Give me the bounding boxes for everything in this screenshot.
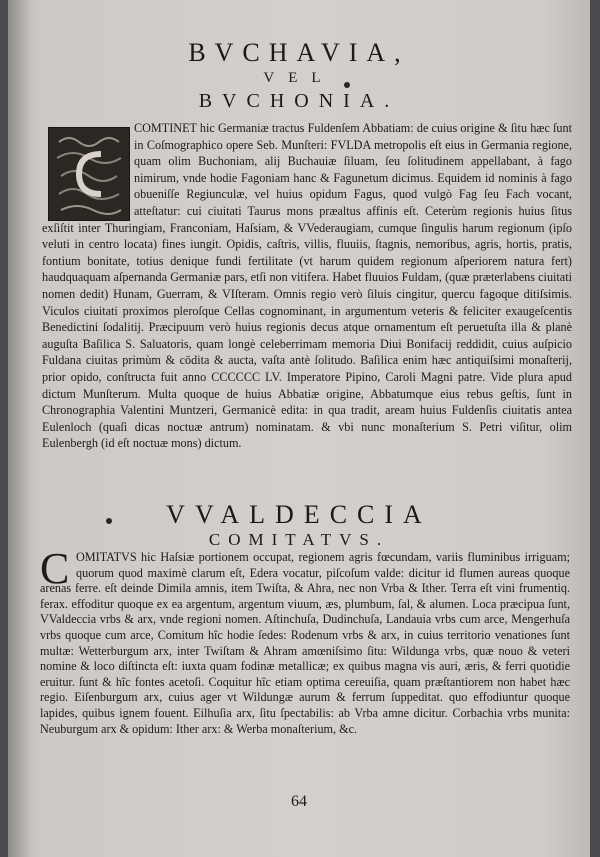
section1-title: BVCHAVIA, (188, 38, 410, 67)
section2-text: OMITATVS hic Haſsiæ portionem occupat, regionem agris fœcundam, variis fluminibus irriguam; quorum quod maximè clarum eſt, Edera vocatur, piſcoſum valde: dicitur id flumen aureas quoque arenas ferre. eſt deinde Dimila amnis, item Twiſta, & Ahra, nec non Vrba & Ither. Terra eſt vini frumentiq. ferax. effoditur quoque ex ea argentum, argentum viuum, æs, plumbum, ſal, & alumen. Loca præcipua ſunt, VValdeccia vrbs & arx, vnde regioni nomen. Aſtinchuſa, Dudinchuſa, Landauia vrbs cum arce, Mengerhuſa vrbs quoque cum arce, Comitum hîc hodie ſedes: Rodenum vrbs & arx, in cuius territorio venationes ſunt multæ: Wetterburgum arx, inter Twiſtam & Ahram amœniſsimo ſitu: Wildunga vrbs, quæ nouo & veteri nomine & loco diſtincta eſt: iuxta quam fodinæ metallicæ; ex quibus magna vis auri, æris, & ferri quotidie eruitur. ſunt & hîc fontes acetoſi. Coquitur hîc etiam optima cereuiſia, quam præſtantiorem non habet hæc regio. Eiſenburgum arx, cuius ager vt Wildungæ aurum & ferrum ſuppeditat. quo effodiuntur quoque lapides, quibus ignem fouent. Eilhuſia arx, ſitu ſpectabilis: ab Vrba amne dicitur. Corbachia vrbs munita: Neuburgum arx & opidum: Ither arx: & Werba monaſterium, &c. (40, 550, 570, 736)
page-spine-shadow (8, 0, 30, 857)
section1-body (42, 120, 572, 452)
ink-dot (344, 82, 350, 88)
section1-text: COMTINET hic Germaniæ tractus Fuldenſem Abbatiam: de cuius origine & ſitu hæc ſunt in Coſmographico opere Seb. Munſteri: FVLDA metropolis eſt eius in Germania regione, quam olim Buchoniam, alij Buchauiæ ſiluam, ſeu ſolitudinem appellabant, à fago nimirum, vnde hodie Fagoniam hanc & Fagunetum dicimus. Equidem id nominis à fago obueniſſe Regiunculæ, vel huius opidum Fagus, quod vulgò Fag ſeu Fach vocant, atteſtatur: cui ciuitati Taurus mons præaltus affinis eſt. Ceterùm regionis huius ſitus exſiſtit inter Thuringiam, Franconiam, Haſsiam, & VVederaugiam, cumque ſingulis harum regionum (ipſo veluti in centro locata) fines iungit. Opidis, caſtris, villis, fluuiis, ſtagnis, nemoribus, agris, hortis, pratis, fontium bonitate, totius denique fundi fertilitate (vt harum quidem regionum aſperiorem natura fert) haudquaquam aſpernanda Germaniæ pars, etſi non vitifera. Habet fluuios Fuldam, (quæ præterlabens ciuitati nomen dedit) Hunam, Guerram, & VIſteram. Omnis regio verò ſiluis cingitur, quercu fagoque ditiſsimis. Viculos ciuitati proximos pleroſque Cellas cognominant, in argumentum veteris & feliciter exaugeſcentis Benedictini ſodalitij. Præcipuum verò huius regionis decus atque ornamentum eſt peruetuſta illa & planè auguſta Baſilica S. Saluatoris, quam longè celeberrimam memoria Diui Bonifacij reddidit, cuius auſpicio Fuldana ciuitas primùm & cōdita & aucta, vaſta antè ſolitudo. Baſilica enim hæc antiquiſsimi monaſterij, prior opido, conſtructa fuit anno CCCCCC LV. Imperatore Pipino, Caroli Magni patre. Vide plura apud dictum Munſterum. Multa quoque de huius Abbatiæ origine, Abbatumque eius rebus geſtis, ſunt in Chronographia Valentini Muntzeri, Germanicè edita: in qua tradit, aream huius Fuldenſis ciuitatis antea Eulenloch (quaſi dicas noctuæ antrum) nominatam. & vbi nunc monaſterium S. Petri viſitur, olim Eulenbergh (id eſt noctuæ mons) dictum. (42, 121, 572, 451)
ink-dot (106, 518, 112, 524)
section2-body (40, 550, 570, 737)
section2-subtitle: COMITATVS. (208, 530, 390, 549)
page-number: 64 (291, 793, 307, 810)
section1-subtitle: BVCHONIA. (198, 90, 400, 112)
initial-spacer (42, 120, 134, 216)
section2-initial: C (40, 544, 70, 593)
section1-connector: VEL (263, 70, 335, 86)
initial-spacer-2 (40, 550, 76, 580)
section2-title: VVALDECCIA (166, 500, 432, 529)
book-page (8, 0, 590, 857)
